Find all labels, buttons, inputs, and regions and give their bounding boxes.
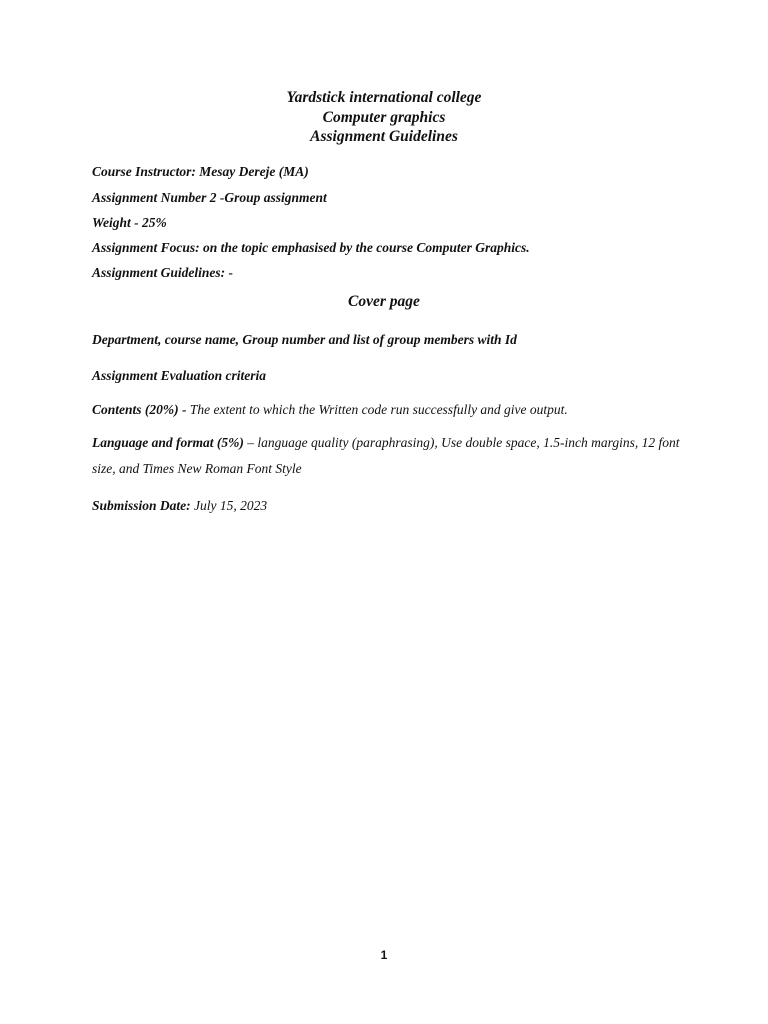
contents-text: The extent to which the Written code run successfully and give output. [186,402,568,417]
contents-label: Contents (20%) - [92,402,187,417]
cover-page-description: Department, course name, Group number and list of group members with Id [92,332,517,347]
document-header [0,88,768,147]
assignment-number: Assignment Number 2 -Group assignment [92,190,327,205]
assignment-guidelines-label: Assignment Guidelines: - [92,265,234,280]
course-name: Computer graphics [322,108,446,126]
language-criterion [92,430,682,482]
cover-page-heading: Cover page [348,293,420,310]
college-name: Yardstick international college [286,89,482,106]
assignment-weight: Weight - 25% [92,215,167,230]
language-text: – language quality (paraphrasing), Use double space, 1.5-inch margins, 12 font size, and Times New Roman Font Style [92,435,680,476]
evaluation-criteria-heading: Assignment Evaluation criteria [92,368,267,383]
course-instructor: Course Instructor: Mesay Dereje (MA) [92,164,309,179]
language-label: Language and format (5%) [92,435,244,450]
submission-label: Submission Date: [92,498,191,513]
contents-criterion [92,401,692,418]
submission-date-value: July 15, 2023 [190,498,268,513]
document-title: Assignment Guidelines [310,128,458,145]
page-number: 1 [380,948,388,962]
submission-date [92,497,692,514]
assignment-focus: Assignment Focus: on the topic emphasised by the course Computer Graphics. [92,240,530,255]
